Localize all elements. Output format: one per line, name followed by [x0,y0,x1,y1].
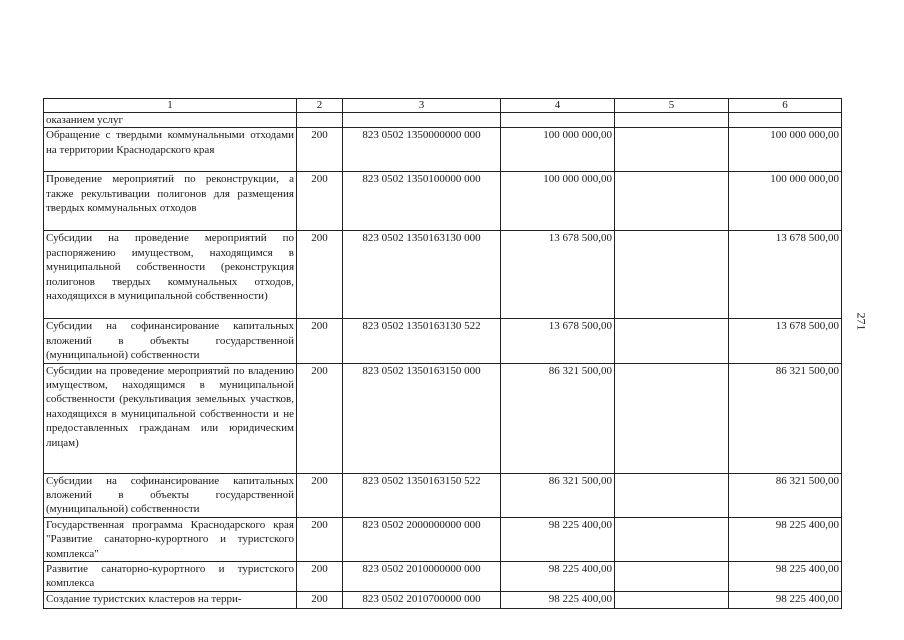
row-code: 200 [297,473,343,517]
row-classification: 823 0502 2000000000 000 [343,517,501,561]
row-description: Государственная программа Краснодарского края "Развитие санаторно-курортного и туристского комплекса" [44,517,297,561]
table-row [44,517,842,561]
row-extra [615,363,729,473]
row-description: Обращение с твердыми коммунальными отходами на территории Краснодарского края [44,128,297,172]
row-total: 100 000 000,00 [729,128,842,172]
row-extra [615,128,729,172]
row-amount: 98 225 400,00 [501,517,615,561]
row-total: 13 678 500,00 [729,319,842,363]
row-amount: 13 678 500,00 [501,231,615,319]
table-row [44,319,842,363]
row-classification [343,113,501,128]
row-classification: 823 0502 1350000000 000 [343,128,501,172]
row-total: 13 678 500,00 [729,231,842,319]
row-description: Субсидии на проведение мероприятий по распоряжению имуществом, находящимся в муниципальной собственности (реконструкция полигонов твердых коммунальных отходов, находящихся в муниципальной собственности) [44,231,297,319]
row-total: 86 321 500,00 [729,473,842,517]
column-header: 6 [729,99,842,113]
row-amount: 100 000 000,00 [501,172,615,231]
row-extra [615,473,729,517]
table-row [44,591,842,608]
row-amount: 13 678 500,00 [501,319,615,363]
row-code: 200 [297,517,343,561]
row-description: Субсидии на софинансирование капитальных вложений в объекты государственной (муниципальной) собственности [44,473,297,517]
row-classification: 823 0502 1350100000 000 [343,172,501,231]
row-description: Развитие санаторно-курортного и туристского комплекса [44,562,297,592]
row-code [297,113,343,128]
column-header: 1 [44,99,297,113]
table-row [44,473,842,517]
row-description: Проведение мероприятий по реконструкции, а также рекультивации полигонов для размещения твердых коммунальных отходов [44,172,297,231]
row-amount: 86 321 500,00 [501,363,615,473]
row-total: 100 000 000,00 [729,172,842,231]
row-total: 86 321 500,00 [729,363,842,473]
row-description: Субсидии на софинансирование капитальных вложений в объекты государственной (муниципальной) собственности [44,319,297,363]
table-row [44,128,842,172]
row-code: 200 [297,562,343,592]
table-row [44,363,842,473]
page-number: 271 [854,312,869,331]
column-header: 4 [501,99,615,113]
row-code: 200 [297,231,343,319]
row-extra [615,591,729,608]
row-total [729,113,842,128]
table-row [44,113,842,128]
budget-table [43,98,842,609]
table-row [44,172,842,231]
row-amount [501,113,615,128]
row-total: 98 225 400,00 [729,517,842,561]
row-classification: 823 0502 2010700000 000 [343,591,501,608]
column-header: 3 [343,99,501,113]
row-extra [615,113,729,128]
row-amount: 98 225 400,00 [501,591,615,608]
table-row [44,231,842,319]
row-total: 98 225 400,00 [729,562,842,592]
row-classification: 823 0502 1350163130 522 [343,319,501,363]
row-extra [615,231,729,319]
column-header: 2 [297,99,343,113]
table-header-row [44,99,842,113]
table-row [44,562,842,592]
row-amount: 98 225 400,00 [501,562,615,592]
row-amount: 86 321 500,00 [501,473,615,517]
row-classification: 823 0502 1350163150 000 [343,363,501,473]
row-description: Создание туристских кластеров на терри- [44,591,297,608]
column-header: 5 [615,99,729,113]
row-code: 200 [297,128,343,172]
row-classification: 823 0502 2010000000 000 [343,562,501,592]
row-extra [615,562,729,592]
row-description: оказанием услуг [44,113,297,128]
row-classification: 823 0502 1350163130 000 [343,231,501,319]
row-code: 200 [297,591,343,608]
row-description: Субсидии на проведение мероприятий по владению имуществом, находящимся в муниципальной собственности (рекультивация земельных участков, находящихся в муниципальной собственности и не предоставленных гражданам или юридическим лицам) [44,363,297,473]
row-total: 98 225 400,00 [729,591,842,608]
row-extra [615,517,729,561]
row-code: 200 [297,172,343,231]
row-classification: 823 0502 1350163150 522 [343,473,501,517]
row-amount: 100 000 000,00 [501,128,615,172]
row-code: 200 [297,363,343,473]
row-code: 200 [297,319,343,363]
row-extra [615,319,729,363]
row-extra [615,172,729,231]
